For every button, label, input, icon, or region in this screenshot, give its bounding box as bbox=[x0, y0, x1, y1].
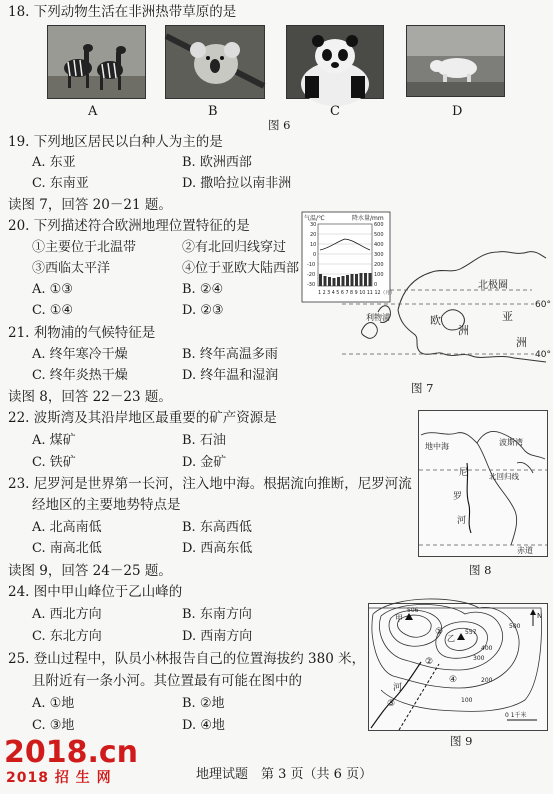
q23-stem-line2: 经地区的主要地势特点是 bbox=[32, 497, 181, 513]
point-3: ③ bbox=[387, 699, 396, 709]
q24-stem: 24. 图中甲山峰位于乙山峰的 bbox=[8, 584, 183, 600]
q22-option-c[interactable]: C. 铁矿 bbox=[32, 455, 76, 470]
peak-jia-height: 506 bbox=[407, 607, 419, 614]
q20-stem: 20. 下列描述符合欧洲地理位置特征的是 bbox=[8, 218, 250, 234]
temp-tick-4: -10 bbox=[307, 262, 316, 268]
contour-label-500: 500 bbox=[509, 623, 521, 630]
q19-option-c[interactable]: C. 东南亚 bbox=[32, 176, 89, 191]
temp-tick-5: -20 bbox=[307, 272, 316, 278]
temp-tick-2: 10 bbox=[310, 242, 317, 248]
q21-option-c[interactable]: C. 终年炎热干燥 bbox=[32, 368, 128, 383]
q19-option-a[interactable]: A. 东亚 bbox=[32, 155, 76, 170]
figure9-contour-map bbox=[368, 603, 548, 731]
q20-statement-1: ①主要位于北温带 bbox=[32, 240, 137, 255]
polar-bear-photo bbox=[406, 25, 505, 97]
figure7-europe-map bbox=[302, 212, 551, 372]
precip-tick-2: 400 bbox=[374, 242, 384, 248]
q25-option-c[interactable]: C. ③地 bbox=[32, 718, 75, 733]
nile-label-3: 河 bbox=[457, 516, 467, 526]
europe-label-2: 洲 bbox=[458, 324, 469, 337]
q25-option-d[interactable]: D. ④地 bbox=[182, 718, 225, 733]
point-2: ② bbox=[425, 657, 434, 667]
site-name-watermark: 2018 招 生 网 bbox=[6, 770, 112, 786]
koala-photo bbox=[165, 25, 265, 99]
q21-option-b[interactable]: B. 终年高温多雨 bbox=[182, 347, 278, 362]
q25-stem-line1: 25. 登山过程中，队员小林报告自己的位置海拔约 380 米， bbox=[8, 651, 366, 667]
read-instruction-fig9: 读图 9，回答 24－25 题。 bbox=[8, 563, 172, 579]
q24-option-a[interactable]: A. 西北方向 bbox=[32, 607, 102, 622]
q18-label-b: B bbox=[208, 104, 218, 119]
read-instruction-fig8: 读图 8，回答 22－23 题。 bbox=[8, 389, 172, 405]
precip-tick-3: 300 bbox=[374, 252, 384, 258]
q25-option-a[interactable]: A. ①地 bbox=[32, 696, 75, 711]
q25-stem-line2: 且附近有一条小河。其位置最有可能在图中的 bbox=[32, 673, 302, 689]
q20-option-a[interactable]: A. ①③ bbox=[32, 282, 73, 297]
q20-statement-3: ③西临太平洋 bbox=[32, 261, 111, 276]
q20-option-c[interactable]: C. ①④ bbox=[32, 303, 74, 318]
zebra-herd-photo bbox=[47, 25, 146, 99]
q24-option-c[interactable]: C. 东北方向 bbox=[32, 629, 102, 644]
precip-tick-4: 200 bbox=[374, 262, 384, 268]
equator-label: 赤道 bbox=[517, 546, 533, 555]
contour-label-200: 200 bbox=[481, 677, 493, 684]
q18-label-c: C bbox=[330, 104, 340, 119]
temp-tick-6: -30 bbox=[307, 282, 316, 288]
q23-option-c[interactable]: C. 南高北低 bbox=[32, 541, 102, 556]
q18-stem: 18. 下列动物生活在非洲热带草原的是 bbox=[8, 4, 237, 20]
precip-tick-1: 500 bbox=[374, 232, 384, 238]
month-ticks: 1 2 3 4 5 6 7 8 9 10 11 12（月） bbox=[318, 291, 395, 296]
q22-stem: 22. 波斯湾及其沿岸地区最重要的矿产资源是 bbox=[8, 410, 277, 426]
q19-option-d[interactable]: D. 撒哈拉以南非洲 bbox=[182, 176, 292, 191]
figure7-caption: 图 7 bbox=[411, 381, 434, 395]
q24-option-d[interactable]: D. 西南方向 bbox=[182, 629, 253, 644]
q22-option-a[interactable]: A. 煤矿 bbox=[32, 433, 76, 448]
lat-40-label: 40° bbox=[535, 350, 551, 360]
q20-option-d[interactable]: D. ②③ bbox=[182, 303, 224, 318]
panda-photo bbox=[286, 25, 384, 99]
precip-tick-5: 100 bbox=[374, 272, 384, 278]
lat-60-label: 60° bbox=[535, 300, 551, 310]
temp-axis-title: 气温/℃ bbox=[304, 215, 325, 222]
contour-label-100: 100 bbox=[461, 697, 473, 704]
peak-jia-label: 甲 bbox=[395, 614, 403, 623]
q19-option-b[interactable]: B. 欧洲西部 bbox=[182, 155, 252, 170]
asia-label-2: 洲 bbox=[516, 336, 527, 349]
nile-label-2: 罗 bbox=[453, 492, 463, 502]
figure8-north-africa-map bbox=[418, 410, 548, 557]
north-arrow-icon bbox=[530, 609, 542, 626]
peak-yi-height: 557 bbox=[465, 629, 477, 636]
q23-option-a[interactable]: A. 北高南低 bbox=[32, 520, 102, 535]
q24-option-b[interactable]: B. 东南方向 bbox=[182, 607, 252, 622]
q21-stem: 21. 利物浦的气候特征是 bbox=[8, 325, 156, 341]
q20-statement-2: ②有北回归线穿过 bbox=[182, 240, 287, 255]
q20-option-b[interactable]: B. ②④ bbox=[182, 282, 224, 297]
point-1: ① bbox=[435, 627, 444, 637]
q18-label-d: D bbox=[452, 104, 463, 119]
temp-tick-0: 30 bbox=[310, 222, 317, 228]
q23-option-d[interactable]: D. 西高东低 bbox=[182, 541, 253, 556]
q18-label-a: A bbox=[88, 104, 98, 119]
page-footer: 地理试题 第 3 页（共 6 页） bbox=[196, 767, 373, 782]
figure9-caption: 图 9 bbox=[450, 734, 473, 748]
river-label: 河 bbox=[393, 683, 403, 693]
contour-label-300: 300 bbox=[473, 655, 485, 662]
mediterranean-label: 地中海 bbox=[425, 442, 449, 451]
asia-label-1: 亚 bbox=[502, 310, 513, 323]
precip-tick-0: 600 bbox=[374, 222, 384, 228]
temp-tick-3: 0 bbox=[313, 252, 317, 258]
peak-yi-label: 乙 bbox=[447, 634, 455, 643]
temp-tick-1: 20 bbox=[310, 232, 317, 238]
nile-label-1: 尼 bbox=[459, 468, 469, 478]
tropic-of-cancer-label: 北回归线 bbox=[489, 472, 519, 481]
q19-stem: 19. 下列地区居民以白种人为主的是 bbox=[8, 134, 223, 150]
point-4: ④ bbox=[449, 675, 458, 685]
persian-gulf-label: 波斯湾 bbox=[499, 438, 523, 447]
q21-option-a[interactable]: A. 终年寒冷干燥 bbox=[32, 347, 128, 362]
q23-stem-line1: 23. 尼罗河是世界第一长河，注入地中海。根据流向推断，尼罗河流 bbox=[8, 476, 412, 492]
contour-label-400: 400 bbox=[481, 645, 493, 652]
precip-axis-title: 降水量/mm bbox=[352, 215, 384, 222]
q21-option-d[interactable]: D. 终年温和湿润 bbox=[182, 368, 279, 383]
site-logo-watermark: 2018.cn bbox=[4, 735, 139, 770]
figure6-caption: 图 6 bbox=[268, 118, 291, 132]
north-label: N bbox=[537, 612, 543, 620]
read-instruction-fig7: 读图 7，回答 20－21 题。 bbox=[8, 197, 172, 213]
figure8-caption: 图 8 bbox=[469, 563, 492, 577]
liverpool-label: 利物浦 bbox=[366, 313, 390, 322]
liverpool-climate-chart bbox=[302, 212, 395, 302]
q22-option-d[interactable]: D. 金矿 bbox=[182, 455, 227, 470]
precip-tick-6: 0 bbox=[374, 282, 378, 288]
q25-option-b[interactable]: B. ②地 bbox=[182, 696, 225, 711]
europe-label-1: 欧 bbox=[430, 314, 441, 327]
scale-bar-label: 0 1千米 bbox=[505, 712, 527, 719]
q23-option-b[interactable]: B. 东高西低 bbox=[182, 520, 252, 535]
q22-option-b[interactable]: B. 石油 bbox=[182, 433, 226, 448]
q20-statement-4: ④位于亚欧大陆西部 bbox=[182, 261, 300, 276]
arctic-circle-label: 北极圈 bbox=[478, 280, 508, 291]
